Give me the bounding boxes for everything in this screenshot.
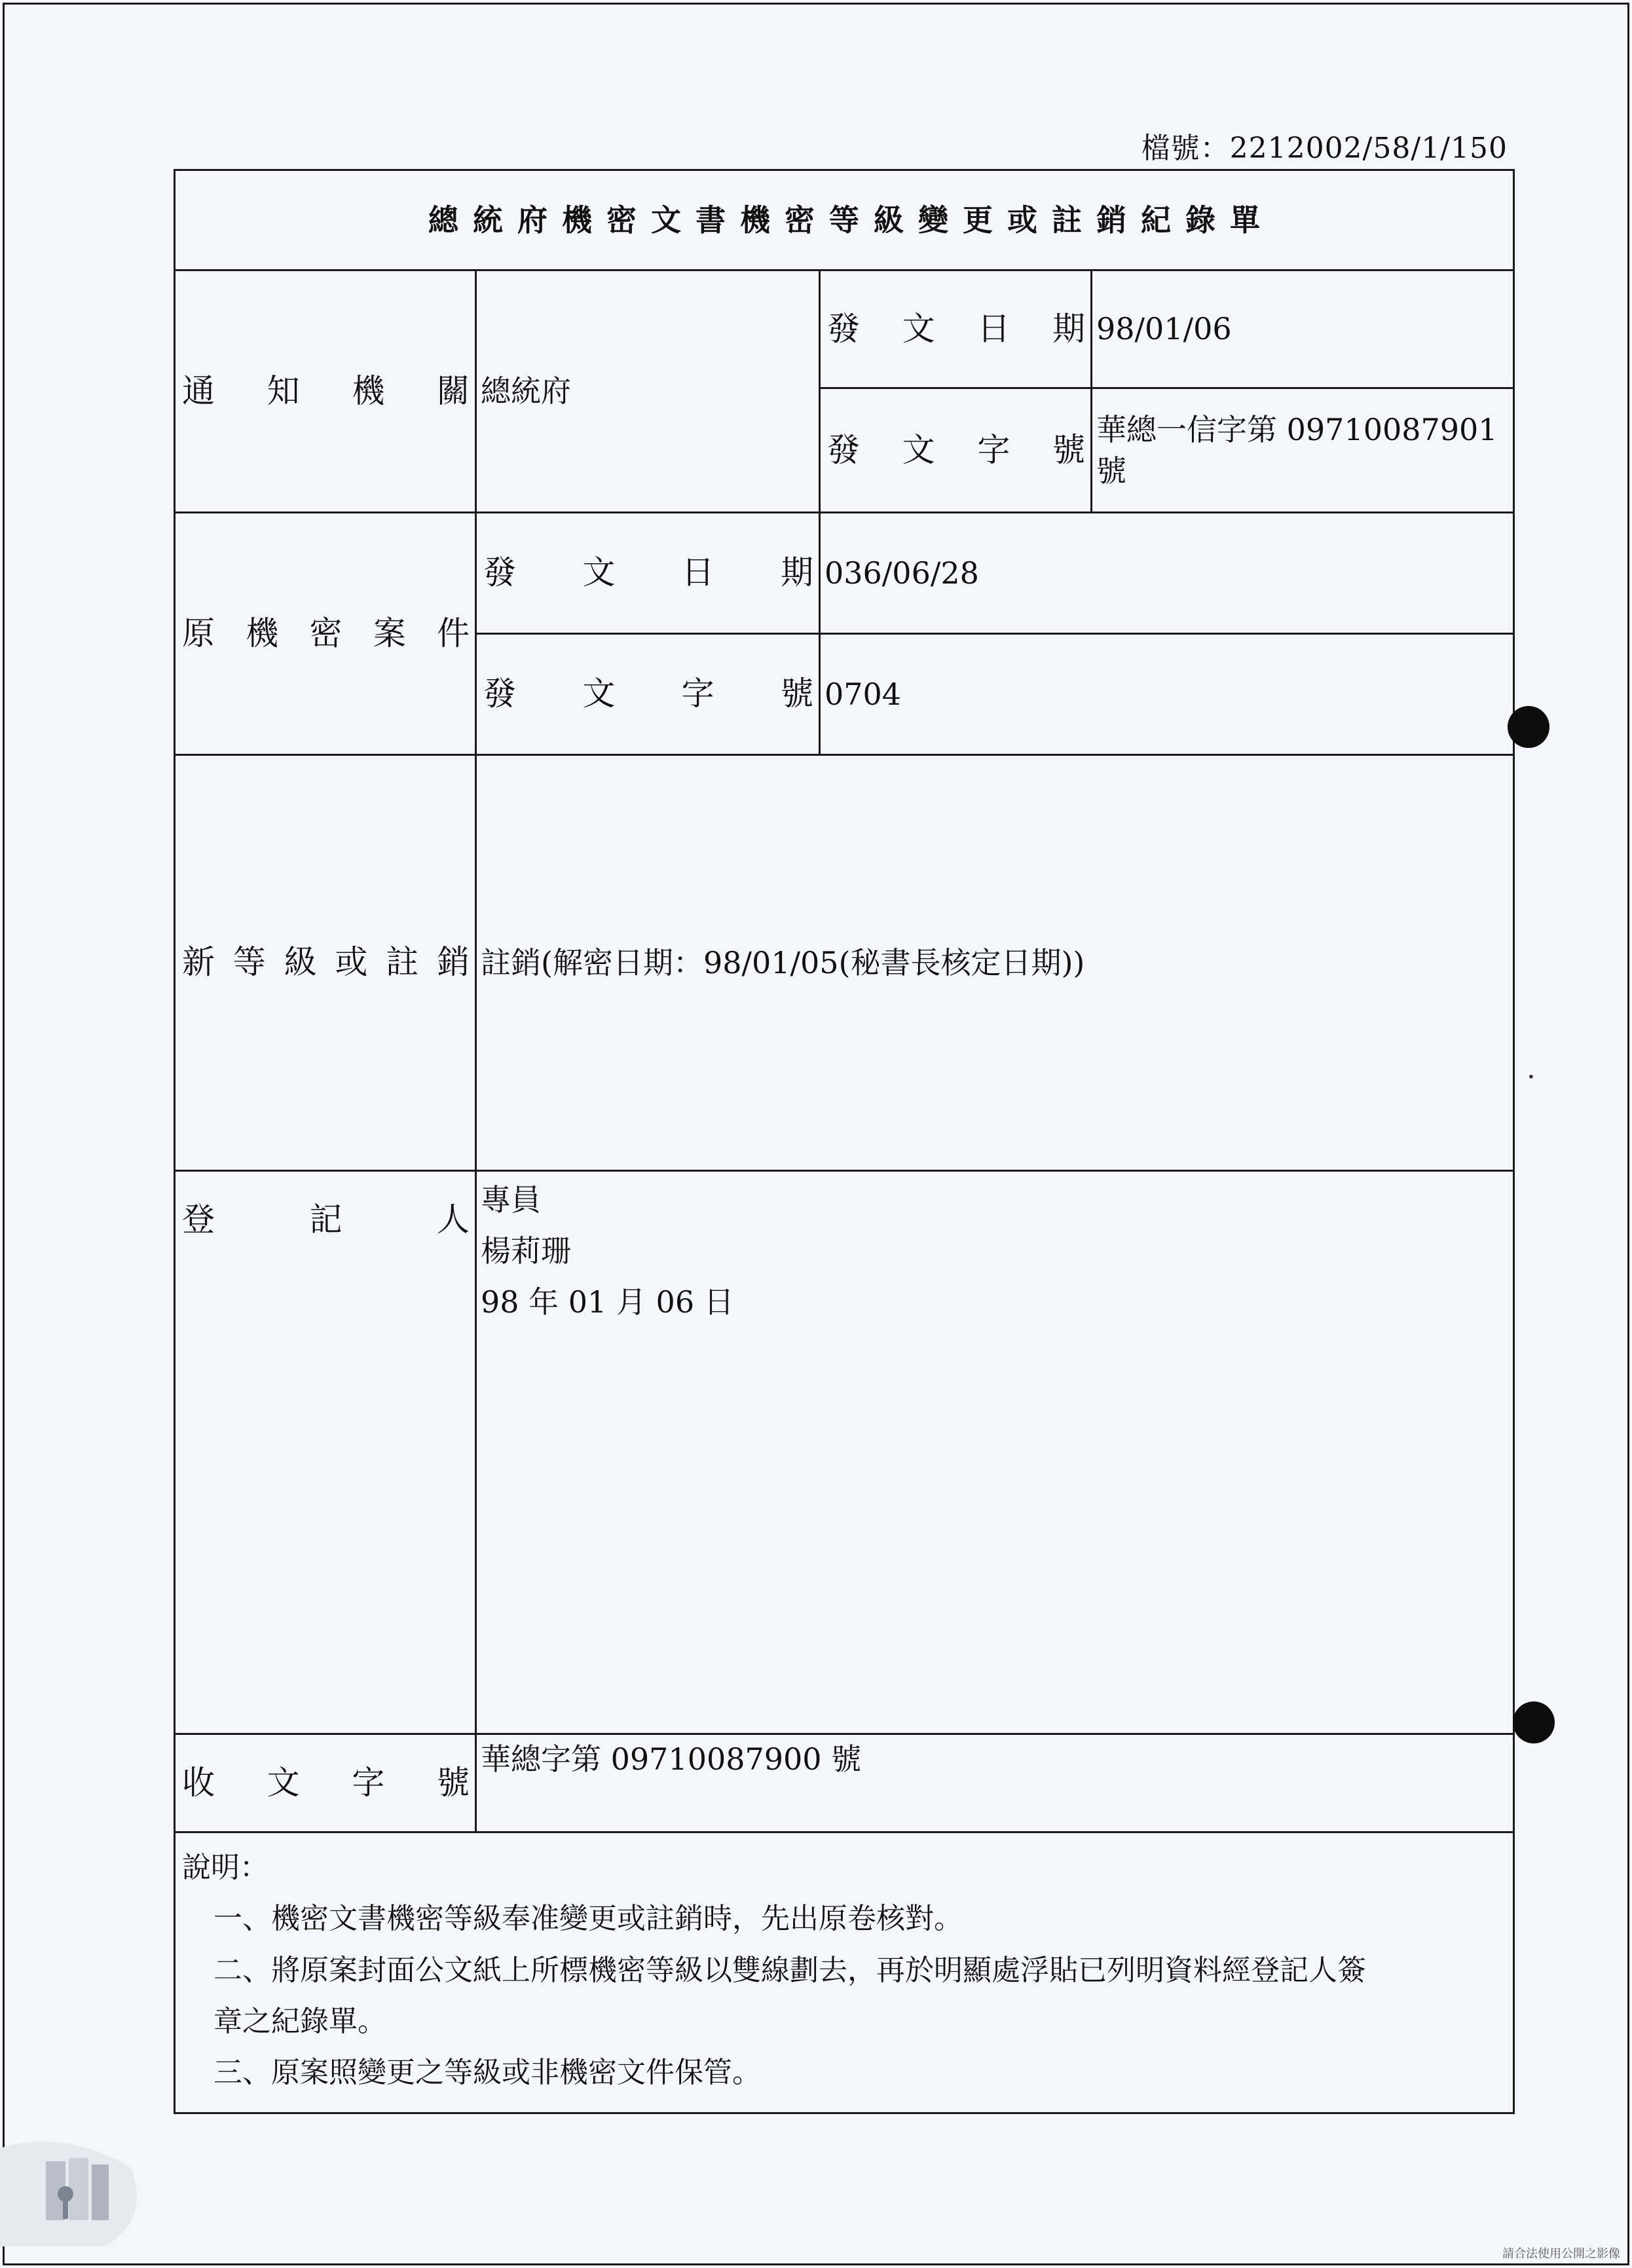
original-issue-date-value: 036/06/28 xyxy=(820,513,1514,634)
label-char: 號 xyxy=(780,675,813,713)
label-char: 通 xyxy=(182,371,215,410)
notifying-agency-label-cell xyxy=(175,270,476,513)
original-case-label xyxy=(176,612,475,656)
label-char: 知 xyxy=(267,371,300,410)
label-char: 文 xyxy=(902,309,935,348)
notes-section xyxy=(175,1832,1514,2113)
label-char: 收 xyxy=(182,1763,215,1802)
agency-issue-number-label xyxy=(821,428,1090,473)
agency-issue-number-label-cell xyxy=(820,388,1092,513)
label-char: 級 xyxy=(284,943,317,982)
form-title: 總統府機密文書機密等級變更或註銷紀錄單 xyxy=(175,170,1514,270)
new-level-label-cell xyxy=(175,755,476,1171)
registrant-value xyxy=(476,1171,1514,1734)
notes-heading: 說明： xyxy=(182,1851,269,1884)
registrant-label xyxy=(176,1198,475,1242)
label-char: 銷 xyxy=(436,943,470,982)
punch-hole-lower xyxy=(1513,1701,1555,1743)
label-char: 案 xyxy=(373,614,406,652)
label-char: 記 xyxy=(309,1200,343,1238)
file-number: 檔號：2212002/58/1/150 xyxy=(1141,132,1508,165)
label-char: 發 xyxy=(483,675,516,713)
label-char: 文 xyxy=(902,430,935,469)
label-char: 號 xyxy=(436,1763,470,1802)
original-issue-date-label-cell xyxy=(476,513,820,634)
agency-issue-number-value xyxy=(1092,388,1514,513)
notes-item-2: 二、將原案封面公文紙上所標機密等級以雙線劃去，再於明顯處浮貼已列明資料經登記人簽 xyxy=(213,1953,1366,1987)
label-char: 等 xyxy=(232,943,266,982)
label-char: 字 xyxy=(681,675,714,713)
label-char: 機 xyxy=(246,614,279,652)
footer-note: 請合法使用公開之影像 xyxy=(1502,2247,1620,2261)
notifying-agency-value: 總統府 xyxy=(476,270,820,513)
punch-hole-upper xyxy=(1508,706,1549,748)
scan-speck: • xyxy=(1527,1069,1535,1085)
agency-issue-number-line1: 華總一信字第 09710087901 xyxy=(1096,412,1498,448)
label-char: 關 xyxy=(436,371,470,410)
label-char: 文 xyxy=(267,1763,300,1802)
registrant-date: 98 年 01 月 06 日 xyxy=(481,1284,734,1320)
registrant-title: 專員 xyxy=(481,1182,541,1218)
label-char: 密 xyxy=(309,614,343,652)
archive-stamp-icon xyxy=(0,2122,151,2253)
record-form-table xyxy=(174,169,1515,2114)
label-char: 號 xyxy=(1052,430,1085,469)
label-char: 期 xyxy=(1052,309,1085,348)
label-char: 文 xyxy=(582,553,616,592)
notes-item-3: 三、原案照變更之等級或非機密文件保管。 xyxy=(213,2056,761,2090)
label-char: 發 xyxy=(827,430,860,469)
registrant-label-cell xyxy=(175,1171,476,1734)
label-char: 期 xyxy=(780,553,813,592)
label-char: 字 xyxy=(977,430,1011,469)
agency-issue-number-line2: 號 xyxy=(1096,453,1126,489)
new-level-value: 註銷(解密日期：98/01/05(秘書長核定日期)) xyxy=(476,755,1514,1171)
label-char: 發 xyxy=(483,553,516,592)
label-char: 文 xyxy=(582,675,616,713)
agency-issue-date-label-cell xyxy=(820,270,1092,388)
receipt-number-label xyxy=(176,1761,475,1806)
label-char: 件 xyxy=(437,614,470,652)
agency-issue-date-label xyxy=(821,307,1090,352)
receipt-number-label-cell xyxy=(175,1734,476,1832)
original-issue-number-label-cell xyxy=(476,634,820,755)
agency-issue-date-value: 98/01/06 xyxy=(1092,270,1514,388)
label-char: 或 xyxy=(335,943,368,982)
original-issue-number-value: 0704 xyxy=(820,634,1514,755)
receipt-number-value: 華總字第 09710087900 號 xyxy=(476,1734,1514,1832)
notes-item-2-continued: 章之紀錄單。 xyxy=(213,2004,386,2038)
label-char: 機 xyxy=(352,371,385,410)
label-char: 日 xyxy=(681,553,714,592)
label-char: 登 xyxy=(182,1200,215,1238)
notifying-agency-label xyxy=(176,369,475,414)
original-issue-date-label xyxy=(477,551,819,595)
label-char: 字 xyxy=(352,1763,385,1802)
label-char: 新 xyxy=(182,943,215,982)
original-issue-number-label xyxy=(477,672,819,716)
new-level-label xyxy=(176,940,475,985)
label-char: 註 xyxy=(386,943,419,982)
original-case-label-cell xyxy=(175,513,476,755)
registrant-name: 楊莉珊 xyxy=(481,1233,571,1269)
label-char: 原 xyxy=(182,614,215,652)
label-char: 發 xyxy=(827,309,860,348)
label-char: 日 xyxy=(977,309,1011,348)
label-char: 人 xyxy=(437,1200,470,1238)
notes-item-1: 一、機密文書機密等級奉准變更或註銷時，先出原卷核對。 xyxy=(213,1902,963,1936)
